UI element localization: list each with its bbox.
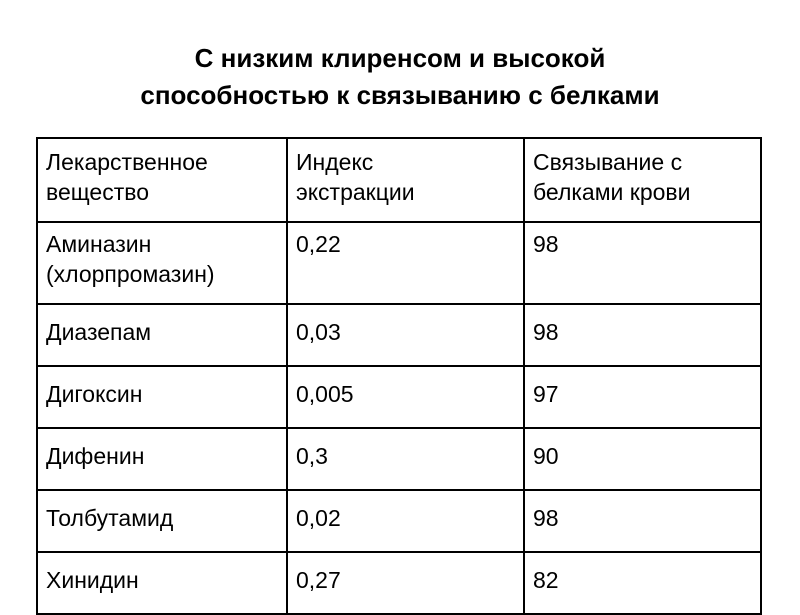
extraction-index-cell: 0,27: [287, 552, 524, 614]
protein-binding-cell: 98: [524, 304, 761, 366]
header-extraction-index: Индекс экстракции: [287, 138, 524, 222]
extraction-index-cell: 0,3: [287, 428, 524, 490]
protein-binding-cell: 97: [524, 366, 761, 428]
extraction-index-cell: 0,005: [287, 366, 524, 428]
protein-binding-cell: 82: [524, 552, 761, 614]
protein-binding-cell: 90: [524, 428, 761, 490]
extraction-index-cell: 0,03: [287, 304, 524, 366]
table-header-row: [37, 138, 761, 222]
drug-name-cell: Аминазин (хлорпромазин): [37, 222, 287, 304]
drug-name-cell: Дигоксин: [37, 366, 287, 428]
page-title: [0, 40, 800, 114]
extraction-index-cell: 0,22: [287, 222, 524, 304]
drug-name-cell: Дифенин: [37, 428, 287, 490]
extraction-index-cell: 0,02: [287, 490, 524, 552]
table-row: [37, 366, 761, 428]
table-row: [37, 428, 761, 490]
drug-name-cell: Хинидин: [37, 552, 287, 614]
table-row: [37, 304, 761, 366]
header-protein-binding: Связывание с белками крови: [524, 138, 761, 222]
protein-binding-cell: 98: [524, 222, 761, 304]
title-line-2: способностью к связыванию с белками: [140, 80, 660, 110]
table-row: [37, 490, 761, 552]
drug-name-cell: Диазепам: [37, 304, 287, 366]
header-drug: Лекарственное вещество: [37, 138, 287, 222]
drug-table: [36, 137, 762, 615]
drug-name-cell: Толбутамид: [37, 490, 287, 552]
title-line-1: С низким клиренсом и высокой: [194, 43, 606, 73]
table-row: [37, 552, 761, 614]
table-row: [37, 222, 761, 304]
protein-binding-cell: 98: [524, 490, 761, 552]
